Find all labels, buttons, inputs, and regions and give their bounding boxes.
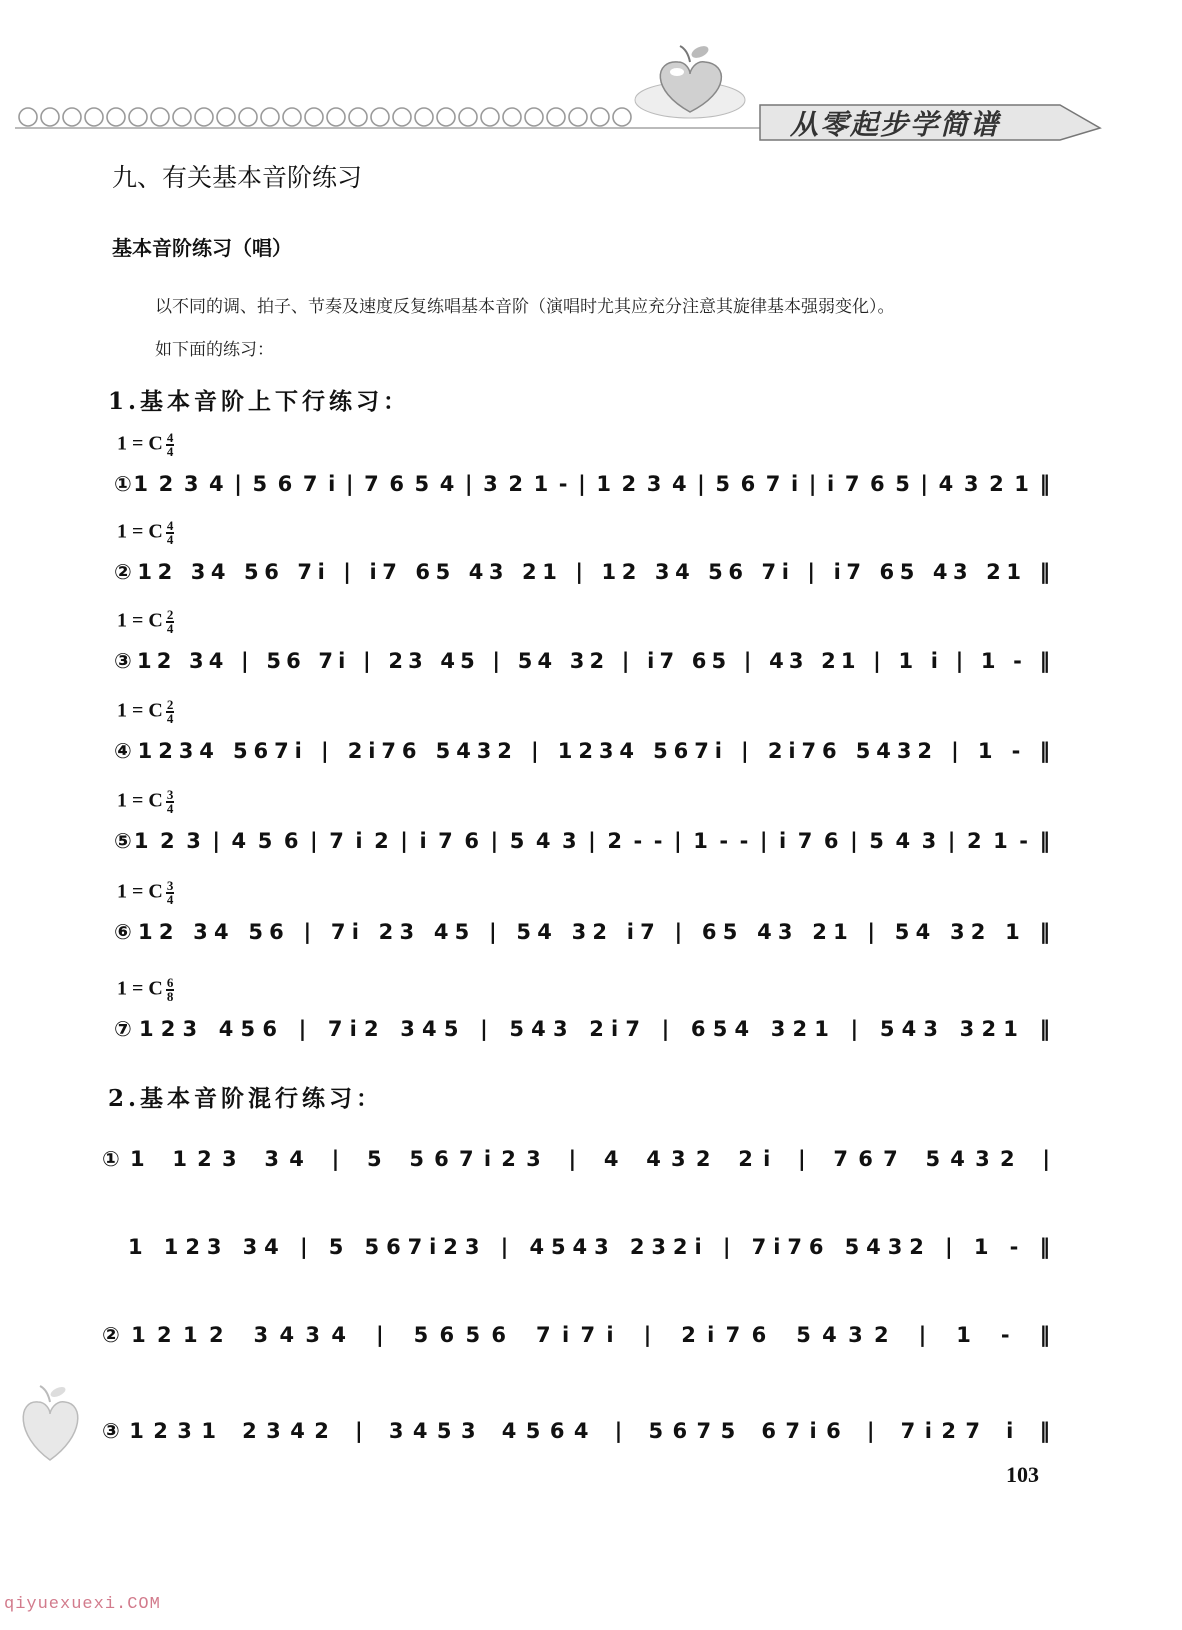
notation-text: ③12 34 | 56 7i | 23 45 | 54 32 | i7 65 | 43 21 | 1 i | 1 - ‖ (114, 649, 1050, 673)
score-line (0, 455, 1182, 515)
time-signature: $\frac{6}{8}$ (166, 975, 174, 1004)
score-line (0, 1130, 1182, 1190)
intro-followup: 如下面的练习： (155, 340, 274, 360)
key-signature-3: 1 = C $\frac{2}{4}$ (117, 607, 174, 636)
page-number: 103 (1006, 1462, 1039, 1487)
notation-text: ③1231 2342 | 3453 4564 | 5675 67i6 | 7i27 i ‖ (102, 1419, 1051, 1443)
score-line (0, 543, 1182, 603)
score-line (0, 1218, 1182, 1278)
header-banner (0, 0, 1182, 150)
time-signature: $\frac{2}{4}$ (166, 607, 174, 636)
intro-paragraph: 以不同的调、拍子、节奏及速度反复练唱基本音阶（演唱时尤其应充分注意其旋律基本强弱变化）。 (155, 297, 895, 317)
key-signature-2: 1 = C $\frac{4}{4}$ (117, 518, 174, 547)
score-line (0, 632, 1182, 692)
score-line (0, 812, 1182, 872)
notation-text: ④1234 567i | 2i76 5432 | 1234 567i | 2i76 5432 | 1 - ‖ (114, 739, 1050, 763)
notation-text: ②1212 3434 | 5656 7i7i | 2i76 5432 | 1 - ‖ (102, 1323, 1051, 1347)
score-line (0, 722, 1182, 782)
time-signature: $\frac{2}{4}$ (166, 697, 174, 726)
time-signature: $\frac{4}{4}$ (166, 430, 174, 459)
time-signature: $\frac{3}{4}$ (166, 878, 174, 907)
heart-apple-icon (635, 44, 745, 118)
exercise-1-title: 1.基本音阶上下行练习： (108, 388, 411, 415)
notation-text: 1 123 34 | 5 567i23 | 4543 232i | 7i76 5432 | 1 - ‖ (128, 1235, 1050, 1259)
score-line (0, 1000, 1182, 1060)
notation-text: ⑤1 2 3 | 4 5 6 | 7 i 2 | i 7 6 | 5 4 3 | 2 - - | 1 - - | i 7 6 | 5 4 3 | 2 1 - ‖ (114, 829, 1050, 853)
time-signature: $\frac{3}{4}$ (166, 787, 174, 816)
key-signature-4: 1 = C $\frac{2}{4}$ (117, 697, 174, 726)
notation-text: ⑥12 34 56 | 7i 23 45 | 54 32 i7 | 65 43 21 | 54 32 1 ‖ (114, 920, 1050, 944)
notation-text: ①1 2 3 4 | 5 6 7 i | 7 6 5 4 | 3 2 1 - | 1 2 3 4 | 5 6 7 i | i 7 6 5 | 4 3 2 1 ‖ (114, 472, 1050, 496)
book-title: 从零起步学简谱 (790, 108, 1001, 141)
score-line (0, 903, 1182, 963)
watermark: qiyuexuexi.COM (4, 1595, 161, 1614)
corner-heart-icon (10, 1380, 88, 1470)
key-signature-6: 1 = C $\frac{3}{4}$ (117, 878, 174, 907)
notation-text: ①1 123 34 | 5 567i23 | 4 432 2i | 767 5432 | (102, 1147, 1050, 1171)
key-signature-7: 1 = C $\frac{6}{8}$ (117, 975, 174, 1004)
subheading: 基本音阶练习（唱） (112, 236, 292, 260)
header-circle-row (19, 108, 631, 126)
time-signature: $\frac{4}{4}$ (166, 518, 174, 547)
notation-text: ②12 34 56 7i | i7 65 43 21 | 12 34 56 7i | i7 65 43 21 ‖ (114, 560, 1050, 584)
exercise-2-title: 2.基本音阶混行练习： (108, 1085, 384, 1112)
key-signature-1: 1 = C $\frac{4}{4}$ (117, 430, 174, 459)
score-line (0, 1306, 1182, 1366)
key-signature-5: 1 = C $\frac{3}{4}$ (117, 787, 174, 816)
notation-text: ⑦123 456 | 7i2 345 | 543 2i7 | 654 321 | 543 321 ‖ (114, 1017, 1050, 1041)
section-heading: 九、有关基本音阶练习 (112, 163, 363, 192)
score-line (0, 1402, 1182, 1462)
